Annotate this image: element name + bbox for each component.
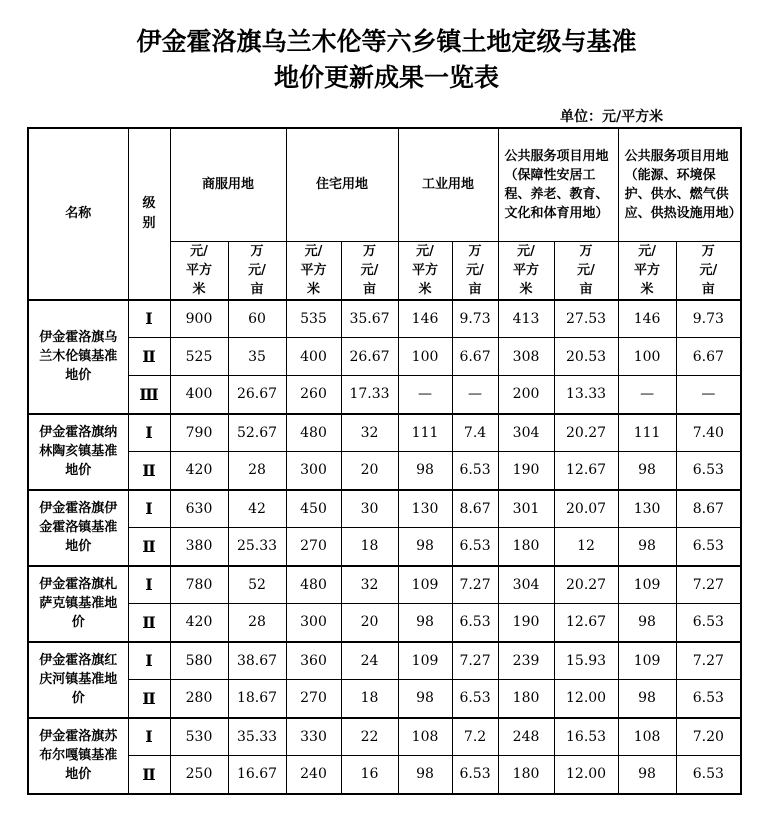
price-cell: 380: [170, 528, 228, 566]
price-cell: 98: [398, 452, 452, 490]
price-cell: 6.53: [676, 452, 741, 490]
price-cell: 24: [341, 642, 398, 680]
unit-header: 元/平方米: [618, 241, 676, 300]
town-name-cell: 伊金霍洛旗苏布尔嘎镇基准地价: [28, 718, 128, 794]
price-cell: 111: [618, 414, 676, 452]
table-row: [28, 718, 741, 756]
price-cell: 12.67: [554, 452, 618, 490]
price-cell: 450: [286, 490, 341, 528]
price-cell: 248: [498, 718, 554, 756]
price-cell: 26.67: [228, 376, 286, 414]
price-cell: 130: [398, 490, 452, 528]
price-cell: 6.53: [676, 756, 741, 794]
price-cell: 16: [341, 756, 398, 794]
price-cell: 400: [286, 338, 341, 376]
price-cell: 111: [398, 414, 452, 452]
price-cell: 13.33: [554, 376, 618, 414]
level-cell: Ⅱ: [128, 338, 170, 376]
table-row: [28, 756, 741, 794]
price-cell: 18: [341, 528, 398, 566]
price-cell: 301: [498, 490, 554, 528]
price-cell: 180: [498, 756, 554, 794]
price-cell: 8.67: [452, 490, 498, 528]
price-cell: 20: [341, 452, 398, 490]
price-cell: 98: [398, 756, 452, 794]
unit-header: 万元/亩: [452, 241, 498, 300]
price-cell: 52: [228, 566, 286, 604]
price-cell: 100: [618, 338, 676, 376]
price-cell: 17.33: [341, 376, 398, 414]
price-cell: 12.00: [554, 680, 618, 718]
price-cell: 239: [498, 642, 554, 680]
header-industrial: 工业用地: [398, 128, 498, 241]
price-cell: 108: [398, 718, 452, 756]
price-cell: 25.33: [228, 528, 286, 566]
table-row: [28, 490, 741, 528]
price-cell: 98: [618, 528, 676, 566]
price-cell: 35: [228, 338, 286, 376]
price-cell: 190: [498, 452, 554, 490]
level-cell: Ⅰ: [128, 300, 170, 338]
price-cell: 304: [498, 566, 554, 604]
table-body: [28, 300, 741, 794]
price-cell: 98: [398, 680, 452, 718]
price-cell: 250: [170, 756, 228, 794]
unit-label: 单位：元/平方米: [560, 109, 664, 125]
price-cell: 7.27: [676, 642, 741, 680]
price-cell: 16.67: [228, 756, 286, 794]
price-cell: 18: [341, 680, 398, 718]
header-level: 级别: [128, 128, 170, 300]
unit-header: 元/平方米: [286, 241, 341, 300]
price-cell: 42: [228, 490, 286, 528]
price-cell: 30: [341, 490, 398, 528]
document-title-line-2: 地价更新成果一览表: [273, 63, 499, 92]
header-name: 名称: [28, 128, 128, 300]
price-cell: 6.53: [452, 452, 498, 490]
price-cell: 270: [286, 528, 341, 566]
unit-header: 元/平方米: [170, 241, 228, 300]
price-cell: 6.53: [452, 680, 498, 718]
price-cell: 7.27: [452, 566, 498, 604]
price-cell: 32: [341, 414, 398, 452]
level-cell: Ⅰ: [128, 490, 170, 528]
price-cell: 420: [170, 604, 228, 642]
price-cell: 22: [341, 718, 398, 756]
price-cell: 109: [618, 642, 676, 680]
price-cell: 270: [286, 680, 341, 718]
price-cell: 26.67: [341, 338, 398, 376]
price-cell: 6.53: [452, 528, 498, 566]
table-row: [28, 566, 741, 604]
price-cell: 6.67: [676, 338, 741, 376]
price-cell: —: [618, 376, 676, 414]
price-cell: 18.67: [228, 680, 286, 718]
price-cell: 6.53: [452, 756, 498, 794]
price-cell: 38.67: [228, 642, 286, 680]
price-cell: 20.07: [554, 490, 618, 528]
price-cell: 20: [341, 604, 398, 642]
level-cell: Ⅱ: [128, 452, 170, 490]
price-cell: 130: [618, 490, 676, 528]
price-cell: 300: [286, 604, 341, 642]
price-cell: 98: [618, 756, 676, 794]
price-cell: 109: [398, 566, 452, 604]
table-row: [28, 680, 741, 718]
price-cell: 98: [618, 604, 676, 642]
price-cell: 8.67: [676, 490, 741, 528]
header-row-categories: [28, 128, 741, 241]
price-cell: 7.2: [452, 718, 498, 756]
level-cell: Ⅰ: [128, 566, 170, 604]
price-cell: 190: [498, 604, 554, 642]
header-public-service-1: 公共服务项目用地（保障性安居工程、养老、教育、文化和体育用地）: [498, 128, 618, 241]
table-row: [28, 604, 741, 642]
level-cell: Ⅲ: [128, 376, 170, 414]
level-cell: Ⅱ: [128, 604, 170, 642]
price-cell: 330: [286, 718, 341, 756]
table-row: [28, 642, 741, 680]
table-row: [28, 452, 741, 490]
unit-header: 万元/亩: [228, 241, 286, 300]
price-cell: 420: [170, 452, 228, 490]
price-cell: 100: [398, 338, 452, 376]
land-price-table: [27, 127, 742, 795]
price-cell: 20.27: [554, 414, 618, 452]
header-commercial: 商服用地: [170, 128, 286, 241]
price-cell: 9.73: [452, 300, 498, 338]
price-cell: 200: [498, 376, 554, 414]
price-cell: 280: [170, 680, 228, 718]
price-cell: 109: [398, 642, 452, 680]
price-cell: 98: [398, 528, 452, 566]
price-cell: 580: [170, 642, 228, 680]
price-cell: 27.53: [554, 300, 618, 338]
price-cell: 60: [228, 300, 286, 338]
price-cell: 480: [286, 566, 341, 604]
price-cell: 413: [498, 300, 554, 338]
unit-header: 万元/亩: [341, 241, 398, 300]
price-cell: 630: [170, 490, 228, 528]
price-cell: 16.53: [554, 718, 618, 756]
price-cell: 146: [398, 300, 452, 338]
unit-header: 万元/亩: [554, 241, 618, 300]
price-cell: 7.27: [676, 566, 741, 604]
price-cell: 180: [498, 680, 554, 718]
price-cell: 12.00: [554, 756, 618, 794]
price-cell: 304: [498, 414, 554, 452]
price-cell: 108: [618, 718, 676, 756]
price-cell: 180: [498, 528, 554, 566]
level-cell: Ⅰ: [128, 414, 170, 452]
price-cell: 7.4: [452, 414, 498, 452]
table-row: [28, 528, 741, 566]
document-title-line-1: 伊金霍洛旗乌兰木伦等六乡镇土地定级与基准: [136, 27, 637, 56]
price-cell: 6.53: [452, 604, 498, 642]
price-cell: 6.53: [676, 528, 741, 566]
price-cell: 300: [286, 452, 341, 490]
town-name-cell: 伊金霍洛旗札萨克镇基准地价: [28, 566, 128, 642]
price-cell: 7.27: [452, 642, 498, 680]
price-cell: 6.53: [676, 604, 741, 642]
table-row: [28, 376, 741, 414]
table-row: [28, 414, 741, 452]
price-cell: 530: [170, 718, 228, 756]
price-cell: 480: [286, 414, 341, 452]
price-cell: —: [398, 376, 452, 414]
price-cell: 98: [618, 452, 676, 490]
price-cell: 52.67: [228, 414, 286, 452]
town-name-cell: 伊金霍洛旗乌兰木伦镇基准地价: [28, 300, 128, 414]
price-cell: 28: [228, 452, 286, 490]
price-cell: 900: [170, 300, 228, 338]
town-name-cell: 伊金霍洛旗红庆河镇基准地价: [28, 642, 128, 718]
price-cell: 32: [341, 566, 398, 604]
price-cell: 525: [170, 338, 228, 376]
price-cell: 98: [618, 680, 676, 718]
level-cell: Ⅱ: [128, 680, 170, 718]
price-cell: 20.53: [554, 338, 618, 376]
unit-header: 万元/亩: [676, 241, 741, 300]
price-cell: 535: [286, 300, 341, 338]
price-cell: 790: [170, 414, 228, 452]
unit-header: 元/平方米: [498, 241, 554, 300]
price-cell: 780: [170, 566, 228, 604]
unit-header: 元/平方米: [398, 241, 452, 300]
price-cell: 20.27: [554, 566, 618, 604]
price-cell: 12.67: [554, 604, 618, 642]
price-cell: 35.67: [341, 300, 398, 338]
level-cell: Ⅰ: [128, 718, 170, 756]
level-cell: Ⅰ: [128, 642, 170, 680]
price-cell: 146: [618, 300, 676, 338]
level-cell: Ⅱ: [128, 528, 170, 566]
price-cell: 15.93: [554, 642, 618, 680]
header-residential: 住宅用地: [286, 128, 398, 241]
price-cell: 7.40: [676, 414, 741, 452]
price-cell: 35.33: [228, 718, 286, 756]
town-name-cell: 伊金霍洛旗伊金霍洛镇基准地价: [28, 490, 128, 566]
price-cell: 9.73: [676, 300, 741, 338]
price-cell: 7.20: [676, 718, 741, 756]
price-cell: 360: [286, 642, 341, 680]
price-cell: 6.67: [452, 338, 498, 376]
header-public-service-2: 公共服务项目用地（能源、环境保护、供水、燃气供应、供热设施用地）: [618, 128, 741, 241]
price-cell: 98: [398, 604, 452, 642]
price-cell: 308: [498, 338, 554, 376]
price-cell: 260: [286, 376, 341, 414]
price-cell: —: [676, 376, 741, 414]
price-cell: 12: [554, 528, 618, 566]
price-cell: 28: [228, 604, 286, 642]
table-row: [28, 338, 741, 376]
price-cell: 109: [618, 566, 676, 604]
price-cell: —: [452, 376, 498, 414]
price-cell: 6.53: [676, 680, 741, 718]
town-name-cell: 伊金霍洛旗纳林陶亥镇基准地价: [28, 414, 128, 490]
level-cell: Ⅱ: [128, 756, 170, 794]
table-row: [28, 300, 741, 338]
price-cell: 400: [170, 376, 228, 414]
price-cell: 240: [286, 756, 341, 794]
